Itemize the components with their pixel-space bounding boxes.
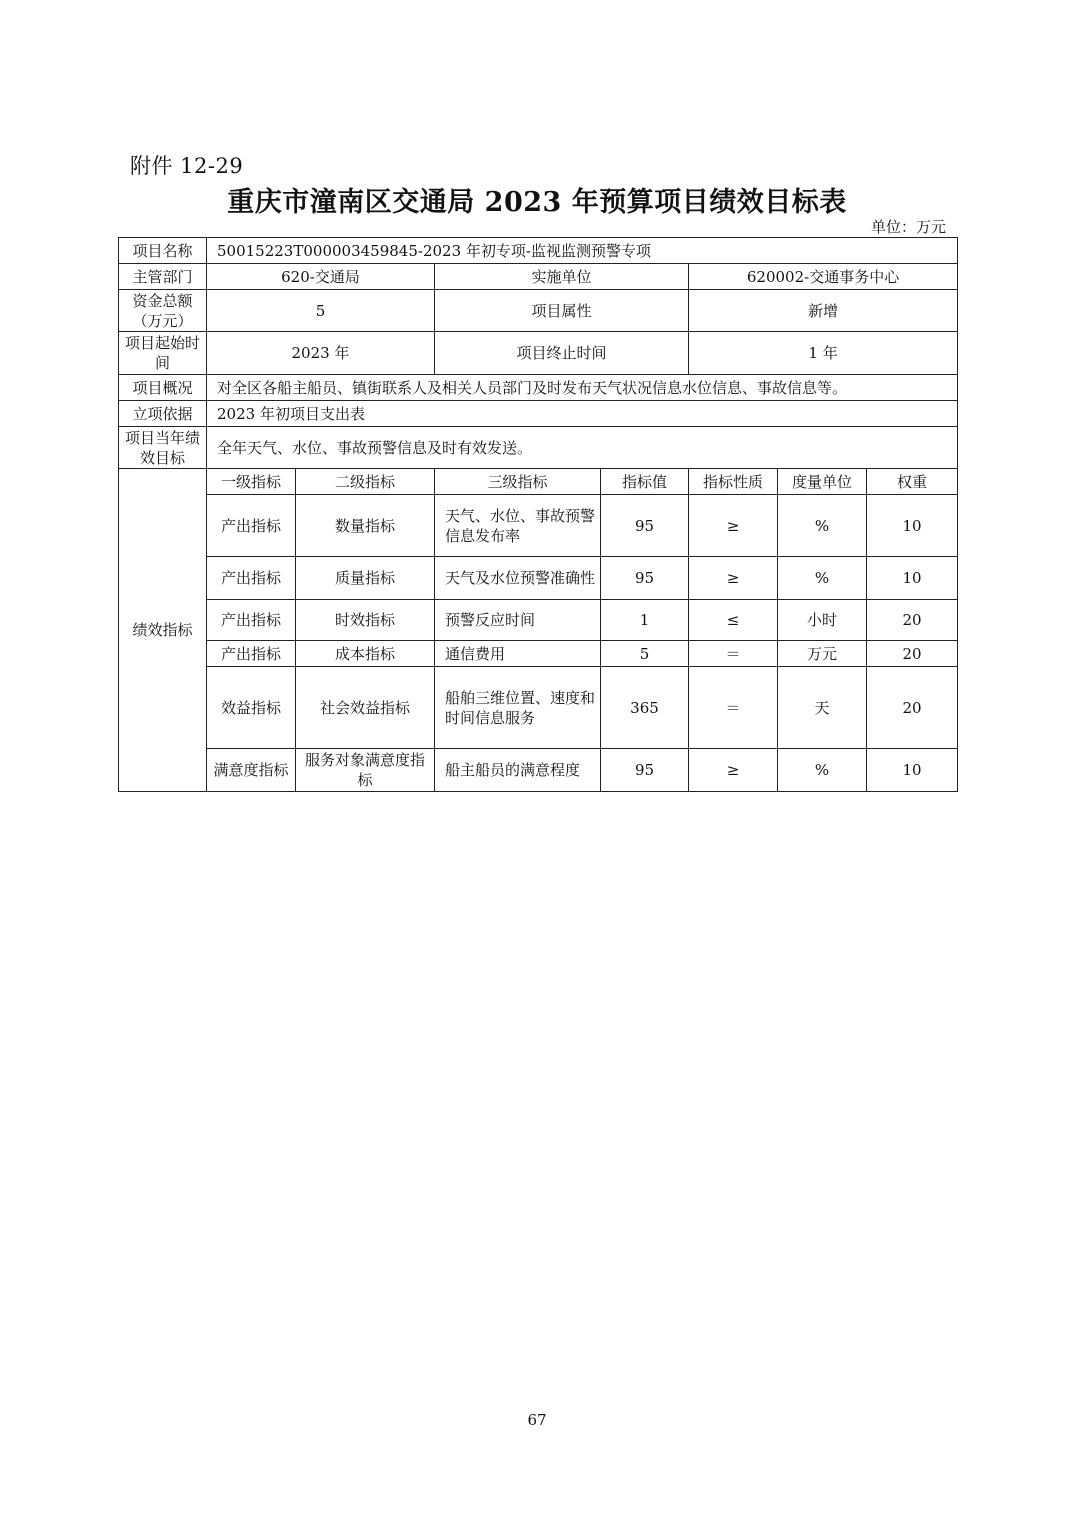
header-nature: 指标性质 — [689, 469, 778, 495]
header-level1: 一级指标 — [207, 469, 296, 495]
unit-note: 单位：万元 — [870, 218, 946, 236]
indicator-level1: 效益指标 — [207, 667, 296, 749]
indicator-level2: 成本指标 — [296, 641, 435, 667]
indicator-nature: ＝ — [689, 667, 778, 749]
indicator-level2: 质量指标 — [296, 557, 435, 600]
dept-value: 620-交通局 — [207, 264, 435, 290]
performance-target-table — [118, 237, 958, 792]
project-name-label: 项目名称 — [119, 238, 207, 264]
header-level2: 二级指标 — [296, 469, 435, 495]
indicator-level3: 天气、水位、事故预警信息发布率 — [435, 495, 601, 557]
row-basis — [119, 401, 958, 427]
row-funds — [119, 290, 958, 332]
start-time-value: 2023 年 — [207, 332, 435, 375]
indicator-value: 95 — [601, 749, 689, 792]
indicator-row — [119, 600, 958, 641]
basis-label: 立项依据 — [119, 401, 207, 427]
end-time-value: 1 年 — [689, 332, 958, 375]
indicator-weight: 20 — [867, 667, 958, 749]
overview-label: 项目概况 — [119, 375, 207, 401]
indicator-weight: 10 — [867, 495, 958, 557]
document-title: 重庆市潼南区交通局 2023 年预算项目绩效目标表 — [227, 187, 847, 218]
indicator-level1: 满意度指标 — [207, 749, 296, 792]
row-project-name — [119, 238, 958, 264]
indicator-level3: 船舶三维位置、速度和时间信息服务 — [435, 667, 601, 749]
dept-label: 主管部门 — [119, 264, 207, 290]
basis-value: 2023 年初项目支出表 — [207, 401, 958, 427]
indicator-unit: % — [778, 749, 867, 792]
project-attr-label: 项目属性 — [435, 290, 689, 332]
indicator-row — [119, 557, 958, 600]
indicator-value: 95 — [601, 557, 689, 600]
impl-unit-value: 620002-交通事务中心 — [689, 264, 958, 290]
indicator-row — [119, 641, 958, 667]
funds-value: 5 — [207, 290, 435, 332]
header-value: 指标值 — [601, 469, 689, 495]
annual-goal-value: 全年天气、水位、事故预警信息及时有效发送。 — [207, 427, 958, 469]
indicator-value: 1 — [601, 600, 689, 641]
funds-label: 资金总额（万元） — [119, 290, 207, 332]
indicator-section-label: 绩效指标 — [119, 469, 207, 792]
header-level3: 三级指标 — [435, 469, 601, 495]
start-time-label: 项目起始时间 — [119, 332, 207, 375]
annual-goal-label: 项目当年绩效目标 — [119, 427, 207, 469]
indicator-level2: 时效指标 — [296, 600, 435, 641]
indicator-weight: 20 — [867, 641, 958, 667]
indicator-level3: 预警反应时间 — [435, 600, 601, 641]
attachment-number: 附件 12-29 — [130, 154, 244, 178]
indicator-weight: 10 — [867, 749, 958, 792]
project-name-value: 50015223T000003459845-2023 年初专项-监视监测预警专项 — [207, 238, 958, 264]
indicator-unit: 万元 — [778, 641, 867, 667]
indicator-level1: 产出指标 — [207, 641, 296, 667]
indicator-level1: 产出指标 — [207, 557, 296, 600]
indicator-unit: 小时 — [778, 600, 867, 641]
indicator-unit: % — [778, 495, 867, 557]
indicator-row — [119, 667, 958, 749]
indicator-level3: 通信费用 — [435, 641, 601, 667]
indicator-weight: 20 — [867, 600, 958, 641]
indicator-level3: 船主船员的满意程度 — [435, 749, 601, 792]
row-department — [119, 264, 958, 290]
indicator-unit: 天 — [778, 667, 867, 749]
header-weight: 权重 — [867, 469, 958, 495]
indicator-value: 5 — [601, 641, 689, 667]
indicator-value: 95 — [601, 495, 689, 557]
indicator-weight: 10 — [867, 557, 958, 600]
project-attr-value: 新增 — [689, 290, 958, 332]
indicator-level2: 社会效益指标 — [296, 667, 435, 749]
indicator-header-row — [119, 469, 958, 495]
indicator-value: 365 — [601, 667, 689, 749]
indicator-level2: 服务对象满意度指标 — [296, 749, 435, 792]
indicator-nature: ≥ — [689, 557, 778, 600]
indicator-row — [119, 495, 958, 557]
indicator-row — [119, 749, 958, 792]
row-time — [119, 332, 958, 375]
indicator-level1: 产出指标 — [207, 600, 296, 641]
indicator-level2: 数量指标 — [296, 495, 435, 557]
impl-unit-label: 实施单位 — [435, 264, 689, 290]
indicator-nature: ＝ — [689, 641, 778, 667]
row-overview — [119, 375, 958, 401]
row-annual-goal — [119, 427, 958, 469]
indicator-nature: ≤ — [689, 600, 778, 641]
indicator-level1: 产出指标 — [207, 495, 296, 557]
indicator-nature: ≥ — [689, 749, 778, 792]
page-number: 67 — [527, 1411, 547, 1429]
end-time-label: 项目终止时间 — [435, 332, 689, 375]
indicator-nature: ≥ — [689, 495, 778, 557]
indicator-level3: 天气及水位预警准确性 — [435, 557, 601, 600]
header-unit: 度量单位 — [778, 469, 867, 495]
indicator-unit: % — [778, 557, 867, 600]
overview-value: 对全区各船主船员、镇街联系人及相关人员部门及时发布天气状况信息水位信息、事故信息等。 — [207, 375, 958, 401]
